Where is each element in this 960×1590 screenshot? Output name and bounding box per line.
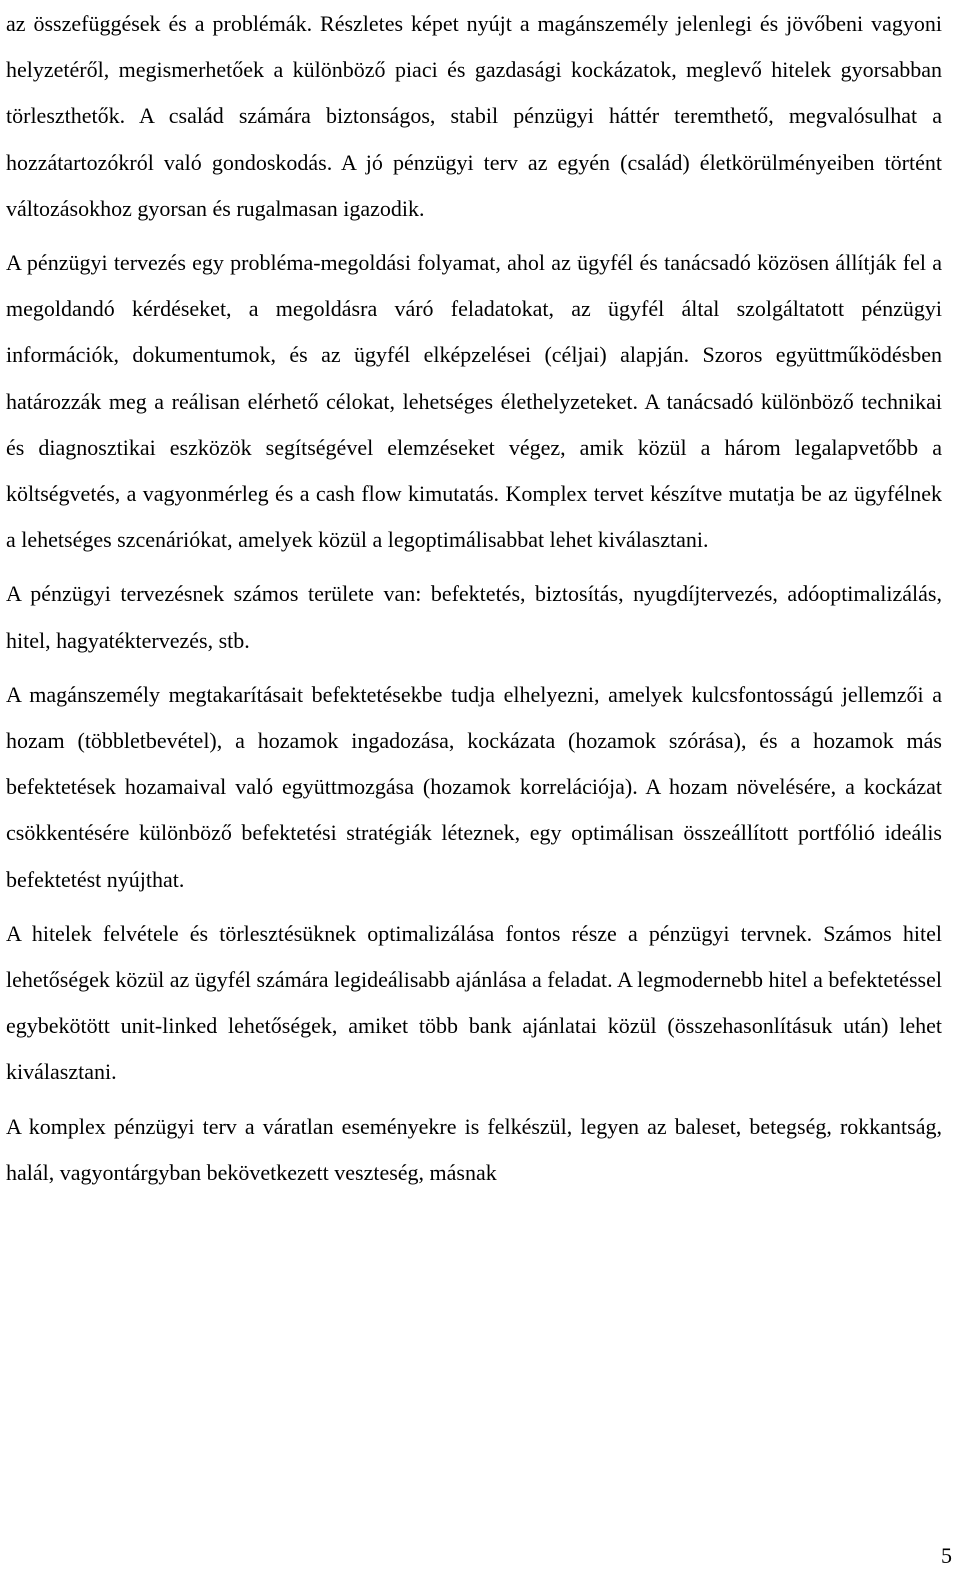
paragraph-6: A komplex pénzügyi terv a váratlan eseményekre is felkészül, legyen az baleset, betegség, rokkantság, halál, vagyontárgyban bekövetkezett veszteség, másnak (6, 1113, 942, 1185)
page-number: 5 (941, 1543, 952, 1568)
body-text (6, 1, 942, 1196)
paragraph-1: az összefüggések és a problémák. Részletes képet nyújt a magánszemély jelenlegi és jövőbeni vagyoni helyzetéről, megismerhetőek a különböző piaci és gazdasági kockázatok, meglevő hitelek gyorsabban törleszthetők. A család számára biztonságos, stabil pénzügyi háttér teremthető, megvalósulhat a hozzátartozókról való gondoskodás. A jó pénzügyi terv az egyén (család) életkörülményeiben történt változásokhoz gyorsan és rugalmasan igazodik. (6, 11, 942, 221)
paragraph-5: A hitelek felvétele és törlesztésüknek optimalizálása fontos része a pénzügyi tervnek. Számos hitel lehetőségek közül az ügyfél számára legideálisabb ajánlása a feladat. A legmodernebb hitel a befektetéssel egybekötött unit-linked lehetőségek, amiket több bank ajánlatai közül (összehasonlításuk után) lehet kiválasztani. (6, 920, 942, 1085)
paragraph-2: A pénzügyi tervezés egy probléma-megoldási folyamat, ahol az ügyfél és tanácsadó közösen állítják fel a megoldandó kérdéseket, a megoldásra váró feladatokat, az ügyfél által szolgáltatott pénzügyi információk, dokumentumok, és az ügyfél elképzelései (céljai) alapján. Szoros együttműködésben határozzák meg a reálisan elérhető célokat, lehetséges élethelyzeteket. A tanácsadó különböző technikai és diagnosztikai eszközök segítségével elemzéseket végez, amik közül a három legalapvetőbb a költségvetés, a vagyonmérleg és a cash flow kimutatás. Komplex tervet készítve mutatja be az ügyfélnek a lehetséges szcenáriókat, amelyek közül a legoptimálisabbat lehet kiválasztani. (6, 250, 942, 553)
paragraph-4: A magánszemély megtakarításait befektetésekbe tudja elhelyezni, amelyek kulcsfontosságú jellemzői a hozam (többletbevétel), a hozamok ingadozása, kockázata (hozamok szórása), és a hozamok más befektetések hozamaival való együttmozgása (hozamok korrelációja). A hozam növelésére, a kockázat csökkentésére különböző befektetési stratégiák léteznek, egy optimálisan összeállított portfólió ideális befektetést nyújthat. (6, 681, 942, 892)
paragraph-3: A pénzügyi tervezésnek számos területe van: befektetés, biztosítás, nyugdíjtervezés, adóoptimalizálás, hitel, hagyatéktervezés, stb. (6, 581, 942, 653)
